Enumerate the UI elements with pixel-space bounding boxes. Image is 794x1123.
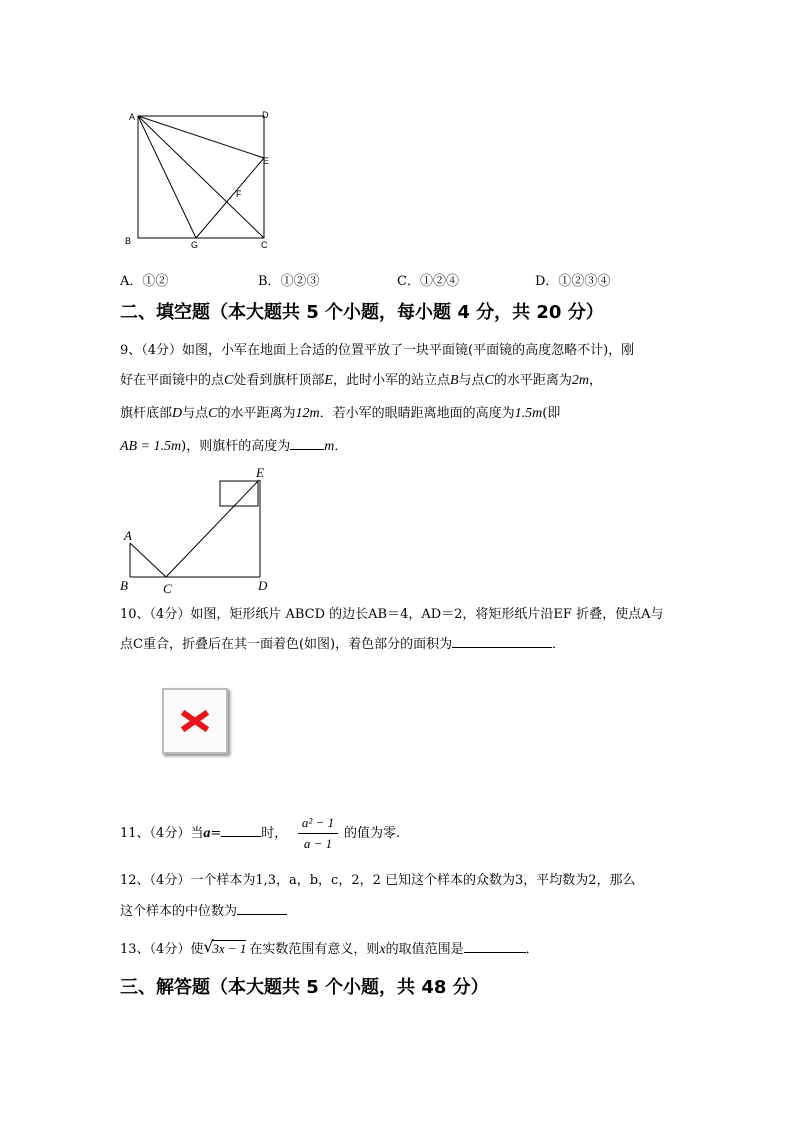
label-c: C [163, 581, 172, 596]
q10-answer-blank[interactable] [452, 647, 552, 648]
q9-line-2: 好在平面镜中的点C处看到旗杆顶部E，此时小军的站立点B与点C的水平距离为2m， [120, 373, 603, 388]
q11-line: 11、（4分）当a= 时， [120, 826, 288, 841]
section-3-title: 三、解答题（本大题共 5 个小题，共 48 分） [120, 977, 489, 998]
q11-tail: 的值为零. [344, 826, 401, 841]
line-ae [138, 116, 264, 158]
q13-answer-blank[interactable] [464, 952, 526, 953]
label-e: E [263, 156, 270, 166]
q11-fraction-bar [298, 833, 338, 834]
q12-answer-blank[interactable] [237, 914, 287, 915]
q10-line-2: 点C重合，折叠后在其一面着色(如图)，着色部分的面积为 ． [120, 637, 566, 652]
flagpole-figure [110, 462, 280, 602]
label-b: B [125, 236, 132, 246]
q9-answer-blank[interactable] [290, 449, 324, 450]
q11-fraction [298, 814, 338, 853]
q10-line-1: 10、（4分）如图，矩形纸片 ABCD 的边长AB＝4，AD＝2，将矩形纸片沿EF 折叠，使点A与 [120, 607, 664, 622]
label-d: D [258, 578, 268, 593]
label-g: G [191, 240, 199, 250]
broken-image-placeholder [162, 688, 228, 754]
q9-line-3: 旗杆底部D与点C的水平距离为12m．若小军的眼睛距离地面的高度为1.5m(即 [120, 406, 561, 421]
q12-line-2: 这个样本的中位数为 [120, 903, 287, 921]
line-ce [166, 480, 259, 577]
section-2-title: 二、填空题（本大题共 5 个小题，每小题 4 分，共 20 分） [120, 302, 604, 323]
line-ag [138, 116, 196, 238]
label-b: B [120, 578, 128, 593]
broken-image-x-icon [164, 690, 226, 752]
q11-answer-blank[interactable] [221, 836, 261, 837]
label-c: C [261, 240, 268, 250]
line-ac [138, 116, 264, 238]
line-eg [196, 158, 264, 238]
option-b: B．①②③ [258, 274, 320, 289]
q11-denominator: a − 1 [303, 836, 333, 851]
q9-line-4: AB = 1.5m)，则旗杆的高度为 m． [120, 439, 348, 454]
q9-line-1: 9、（4分）如图，小军在地面上合适的位置平放了一块平面镜(平面镜的高度忽略不计)，刚 [120, 343, 635, 358]
label-d: D [262, 110, 269, 120]
label-a: A [129, 112, 136, 122]
square-figure [118, 106, 278, 256]
option-d: D．①②③④ [535, 274, 611, 289]
label-a: A [124, 528, 132, 543]
mirror-box [220, 481, 258, 506]
q13-sqrt: √ 3x − 1 [203, 937, 247, 956]
label-f: F [236, 189, 242, 199]
q11-numerator: a² − 1 [301, 815, 335, 830]
label-e: E [256, 465, 264, 480]
q13-line: 13、（4分）使 √ 3x − 1 在实数范围有意义，则x的取值范围是 ． [120, 937, 539, 957]
q12-line-1: 12、（4分）一个样本为1,3，a，b，c，2，2 已知这个样本的众数为3，平均数为2，那么 [120, 873, 636, 888]
option-a: A．①② [120, 274, 169, 289]
line-ac [130, 543, 166, 577]
option-c: C．①②④ [397, 274, 459, 289]
